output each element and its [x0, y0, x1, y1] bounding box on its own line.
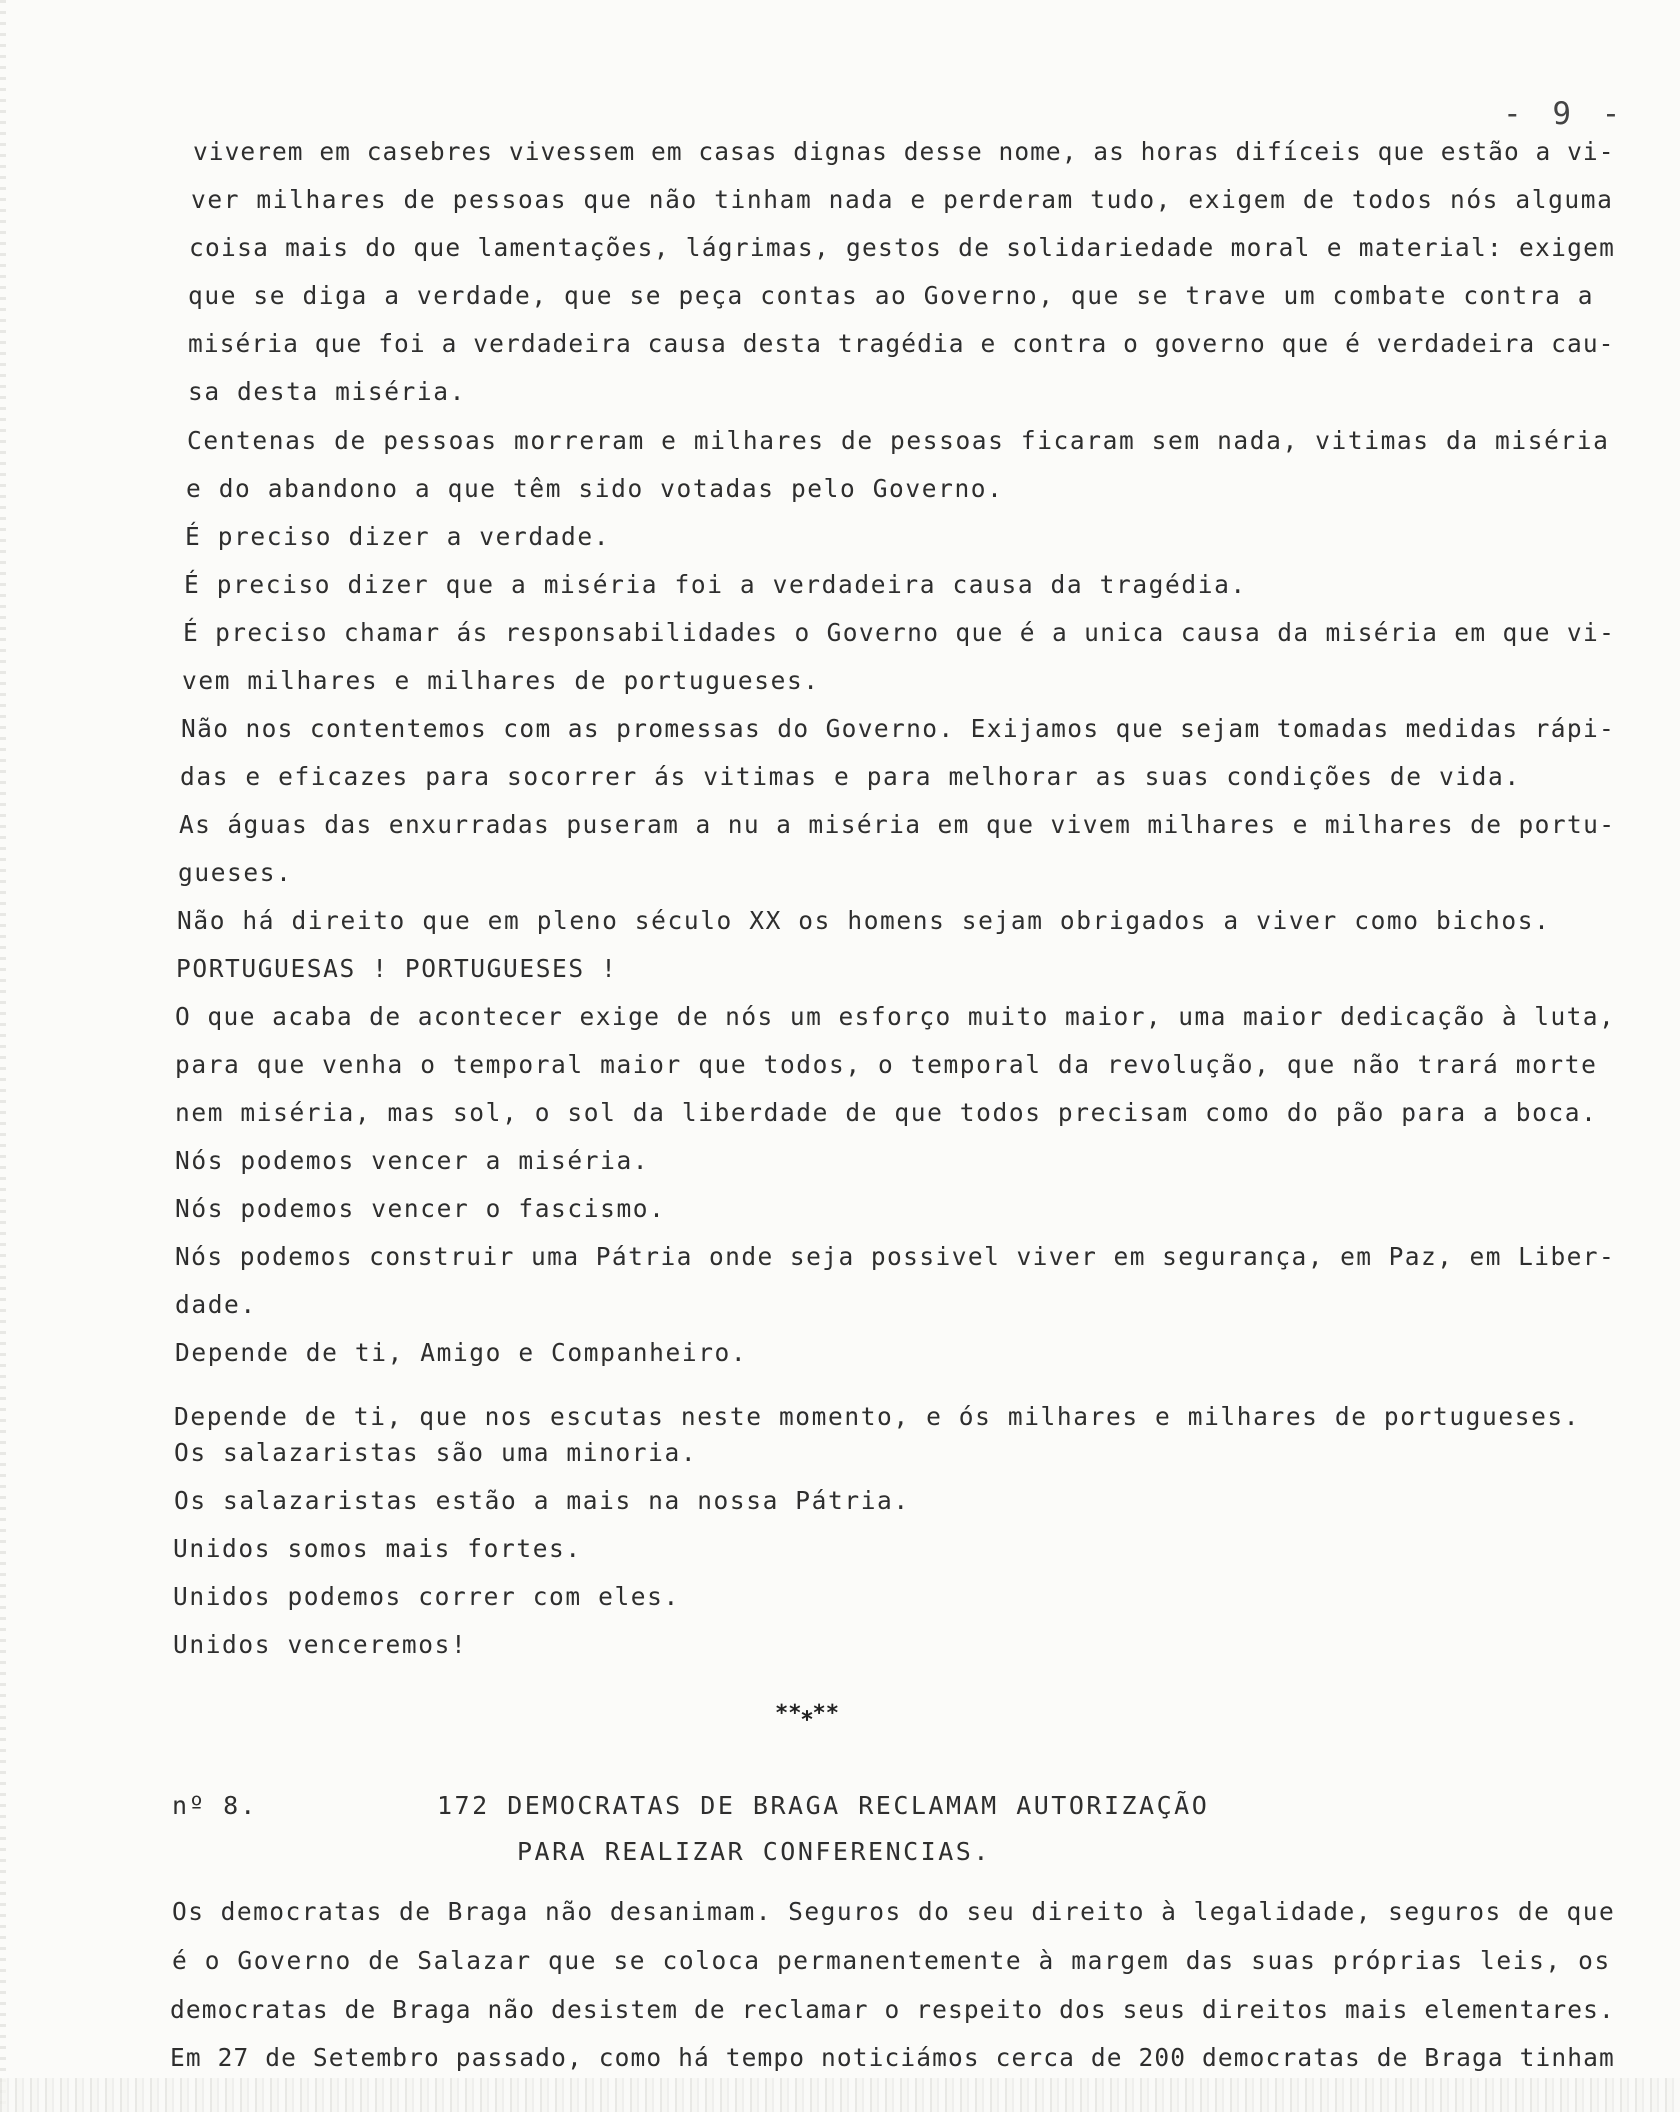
text-line: dade.	[175, 1290, 257, 1319]
text-line: Unidos podemos correr com eles.	[173, 1582, 680, 1611]
text-line: Centenas de pessoas morreram e milhares de pessoas ficaram sem nada, vitimas da miséria	[187, 426, 1610, 455]
text-line: Depende de ti, que nos escutas neste momento, e ós milhares e milhares de portugueses.	[174, 1402, 1581, 1431]
text-line: O que acaba de acontecer exige de nós um esforço muito maior, uma maior dedicação à luta,	[175, 1002, 1616, 1031]
text-line: sa desta miséria.	[188, 377, 466, 406]
text-line: miséria que foi a verdadeira causa desta tragédia e contra o governo que é verdadeira cau-	[188, 329, 1615, 358]
text-line: Em 27 de Setembro passado, como há tempo noticiámos cerca de 200 democratas de Braga tinham	[170, 2043, 1615, 2072]
article-title-line-2: PARA REALIZAR CONFERENCIAS.	[517, 1837, 991, 1866]
text-line: Depende de ti, Amigo e Companheiro.	[175, 1338, 748, 1367]
text-line: Unidos venceremos!	[173, 1630, 468, 1659]
text-line: É preciso chamar ás responsabilidades o Governo que é a unica causa da miséria em que vi-	[183, 618, 1616, 647]
text-line: gueses.	[178, 858, 293, 887]
text-line: As águas das enxurradas puseram a nu a miséria em que vivem milhares e milhares de portu-	[179, 810, 1616, 839]
text-line: é o Governo de Salazar que se coloca permanentemente à margem das suas próprias leis, os	[172, 1946, 1611, 1975]
text-line: Não há direito que em pleno século XX os homens sejam obrigados a viver como bichos.	[177, 906, 1551, 935]
text-line: que se diga a verdade, que se peça contas ao Governo, que se trave um combate contra a	[188, 281, 1595, 310]
text-line: É preciso dizer que a miséria foi a verdadeira causa da tragédia.	[184, 570, 1247, 599]
text-line: democratas de Braga não desistem de reclamar o respeito dos seus direitos mais elementares.	[170, 1995, 1615, 2024]
text-line: e do abandono a que têm sido votadas pelo Governo.	[186, 474, 1004, 503]
text-line: vem milhares e milhares de portugueses.	[182, 666, 820, 695]
text-line: Os democratas de Braga não desanimam. Seguros do seu direito à legalidade, seguros de que	[172, 1897, 1616, 1926]
text-line: Nós podemos construir uma Pátria onde seja possivel viver em segurança, em Paz, em Liber-	[175, 1242, 1616, 1271]
text-line: PORTUGUESAS ! PORTUGUESES !	[176, 954, 618, 983]
scan-bottom-edge-noise	[0, 2078, 1680, 2112]
text-line: Os salazaristas estão a mais na nossa Pátria.	[174, 1486, 910, 1515]
text-line: Nós podemos vencer o fascismo.	[175, 1194, 666, 1223]
text-line: ver milhares de pessoas que não tinham nada e perderam tudo, exigem de todos nós alguma	[191, 185, 1614, 214]
article-title-line-1: 172 DEMOCRATAS DE BRAGA RECLAMAM AUTORIZAÇÃO	[437, 1791, 1210, 1820]
scan-edge-speckle	[0, 0, 6, 2112]
section-separator-asterisks	[762, 1694, 852, 1742]
text-line: Não nos contentemos com as promessas do Governo. Exijamos que sejam tomadas medidas rápi-	[181, 714, 1616, 743]
text-line: para que venha o temporal maior que todos, o temporal da revolução, que não trará morte	[175, 1050, 1598, 1079]
article-number: nº 8.	[172, 1791, 258, 1820]
text-line: É preciso dizer a verdade.	[185, 522, 611, 551]
text-line: viverem em casebres vivessem em casas dignas desse nome, as horas difíceis que estão a vi-	[193, 137, 1615, 166]
svg-text:**⁎**: **⁎**	[775, 1701, 839, 1726]
text-line: nem miséria, mas sol, o sol da liberdade de que todos precisam como do pão para a boca.	[175, 1098, 1598, 1127]
page-number: - 9 -	[1503, 96, 1627, 132]
text-line: Nós podemos vencer a miséria.	[175, 1146, 650, 1175]
text-line: das e eficazes para socorrer ás vitimas e para melhorar as suas condições de vida.	[180, 762, 1521, 791]
text-line: Os salazaristas são uma minoria.	[174, 1438, 698, 1467]
text-line: Unidos somos mais fortes.	[173, 1534, 582, 1563]
text-line: coisa mais do que lamentações, lágrimas, gestos de solidariedade moral e material: exigem	[189, 233, 1616, 262]
